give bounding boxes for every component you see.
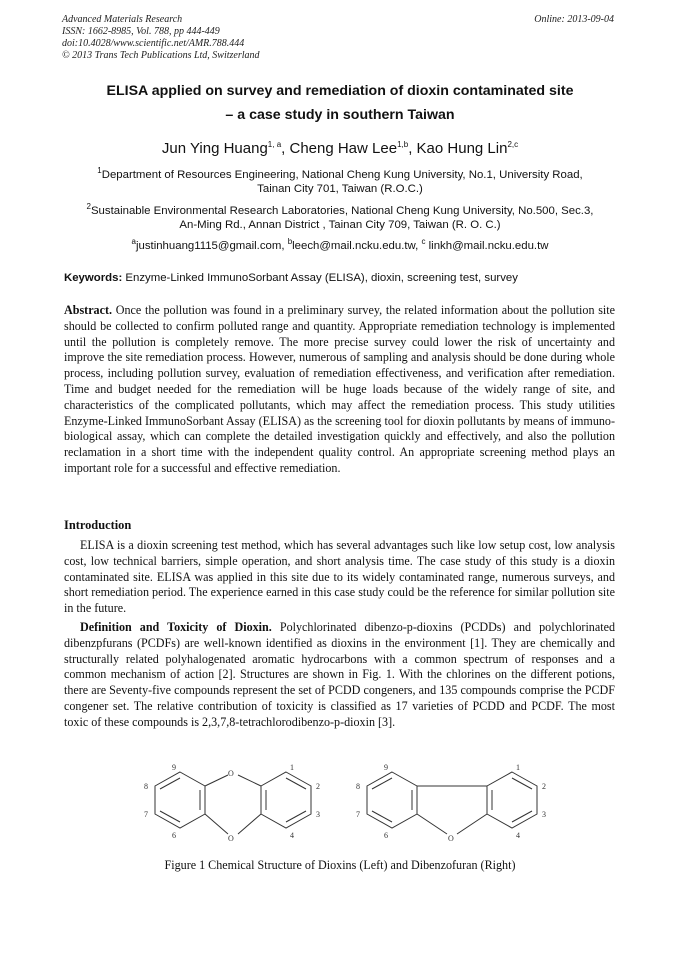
atom-label: O <box>228 769 234 778</box>
online-date: Online: 2013-09-04 <box>534 14 614 25</box>
atom-label: 8 <box>356 782 360 791</box>
email-sup: a <box>131 237 136 246</box>
atom-label: O <box>228 834 234 843</box>
paper-title-line2: – a case study in southern Taiwan <box>225 107 455 123</box>
atom-label: O <box>448 834 454 843</box>
dioxin-structure <box>155 772 311 834</box>
atom-label: 2 <box>542 782 546 791</box>
affiliation-sup: 2 <box>86 202 91 211</box>
atom-label: 7 <box>144 810 148 819</box>
author-sup: 1, a <box>267 140 282 149</box>
atom-label: 6 <box>384 831 388 840</box>
email-address[interactable]: leech@mail.ncku.edu.tw, <box>292 239 422 252</box>
atom-label: 9 <box>384 763 388 772</box>
affiliation-line: Sustainable Environmental Research Laboratories, National Cheng Kung University, No.500, Sec.3, <box>90 204 594 217</box>
atom-label: 3 <box>316 810 320 819</box>
affiliation-line: Tainan City 701, Taiwan (R.O.C.) <box>257 183 423 196</box>
atom-label: 6 <box>172 831 176 840</box>
definition-text: Polychlorinated dibenzo-p-dioxins (PCDDs) and polychlorinated dibenzpfurans (PCDFs) are well-known identified as dioxins in the environment [1]. They are chemically and structurally related polyhalogenated aromatic hydrocarbons with a common spectrum of responses and a common mechanism of action [2]. Structures are shown in Fig. 1. With the chlorines on the different potions, there are Seventy-five compounds represent the set of PCDD congeners, and 135 compounds comprise the PCDF congener set. The relative contribution of toxicity is classified as 17 varieties of PCDD and PCDF. The most toxic of these compounds is 2,3,7,8-tetrachlorodibenzo-p-dioxin [3]. <box>64 620 615 729</box>
journal-name: Advanced Materials Research <box>62 14 183 25</box>
author-sup: 1,b <box>397 140 409 149</box>
author-name: Cheng Haw Lee <box>289 140 398 157</box>
atom-label: 2 <box>316 782 320 791</box>
intro-paragraph: ELISA is a dioxin screening test method, which has several advantages such like low setup cost, low analysis cost, low technical barriers, simple operation, and short analysis time. The case study of this study is a dioxin contaminated site. ELISA was applied in this site due to its widely contaminated range, numerous surveys, and short remediation period. The experience earned in this case study could be the reference for similar pollution site in the future. <box>64 538 615 616</box>
email-sup: b <box>287 237 293 246</box>
affiliation-sup: 1 <box>97 166 102 175</box>
atom-label: 8 <box>144 782 148 791</box>
dibenzofuran-structure <box>367 772 537 834</box>
affiliation-1 <box>48 164 632 197</box>
abstract <box>64 303 615 477</box>
journal-header <box>62 14 260 62</box>
journal-doi[interactable]: doi:10.4028/www.scientific.net/AMR.788.444 <box>62 38 245 49</box>
email-address[interactable]: linkh@mail.ncku.edu.tw <box>425 239 549 252</box>
keywords-label: Keywords: <box>64 272 123 284</box>
atom-label: 1 <box>516 763 520 772</box>
atom-label: 3 <box>542 810 546 819</box>
journal-copyright: © 2013 Trans Tech Publications Ltd, Switzerland <box>62 50 260 61</box>
keywords-text: Enzyme-Linked ImmunoSorbant Assay (ELISA), dioxin, screening test, survey <box>122 272 518 284</box>
author-list: Jun Ying Huang$^{1, a}$, Cheng Haw Lee$^{1,b}$, Kao Hung Lin$^{2,c}$ <box>161 140 519 157</box>
abstract-label: Abstract. <box>64 303 113 317</box>
author-name: Jun Ying Huang <box>161 140 268 157</box>
paper-title-line1: ELISA applied on survey and remediation of dioxin contaminated site <box>106 83 574 99</box>
atom-label: 4 <box>516 831 520 840</box>
email-sup: c <box>421 237 426 246</box>
figure-caption: Figure 1 Chemical Structure of Dioxins (Left) and Dibenzofuran (Right) <box>164 858 516 872</box>
chemical-structure-figure <box>130 762 560 854</box>
definition-paragraph <box>64 620 615 731</box>
atom-label: 7 <box>356 810 360 819</box>
atom-label: 1 <box>290 763 294 772</box>
atom-label: 9 <box>172 763 176 772</box>
affiliation-line: An-Ming Rd., Annan District , Tainan City 709, Taiwan (R. O. C.) <box>179 219 501 232</box>
intro-heading: Introduction <box>64 518 132 532</box>
affiliation-line: Department of Resources Engineering, National Cheng Kung University, No.1, University Road, <box>101 168 583 181</box>
keywords <box>64 272 518 284</box>
abstract-text: Once the pollution was found in a preliminary survey, the related information about the pollution site should be collected to confirm polluted range and quantity. Appropriate remediation technology is implemented until the pollution is completely remove. The more precise survey could lower the risk of uncertainty and improve the site remediation process. However, numerous of sampling and analysis should be done during whole process, including pollution survey, evaluation of remediation effectiveness, and verification after remediation. Time and budget needed for the remediation will be huge loads because of the widely range of site, and characteristics of the complicated pollutants, which may affect the remediation process. This study utilities Enzyme-Linked ImmunoSorbant Assay (ELISA) as the screening tool for dioxin pollutants by means of immuno-biological assay, which can complete the detailed investigation quickly and effectively, and also the pollution reclamation in a short time with the independent quality control. An appropriate screening method plays an important role for a successful and effective remediation. <box>64 303 615 475</box>
journal-issn: ISSN: 1662-8985, Vol. 788, pp 444-449 <box>62 26 220 37</box>
atom-label: 4 <box>290 831 294 840</box>
author-sup: 2,c <box>507 140 519 149</box>
email-address[interactable]: justinhuang1115@gmail.com, <box>135 239 288 252</box>
affiliation-2 <box>48 200 632 233</box>
author-name: Kao Hung Lin <box>416 140 508 157</box>
email-list <box>40 237 640 252</box>
definition-label: Definition and Toxicity of Dioxin. <box>80 620 272 634</box>
